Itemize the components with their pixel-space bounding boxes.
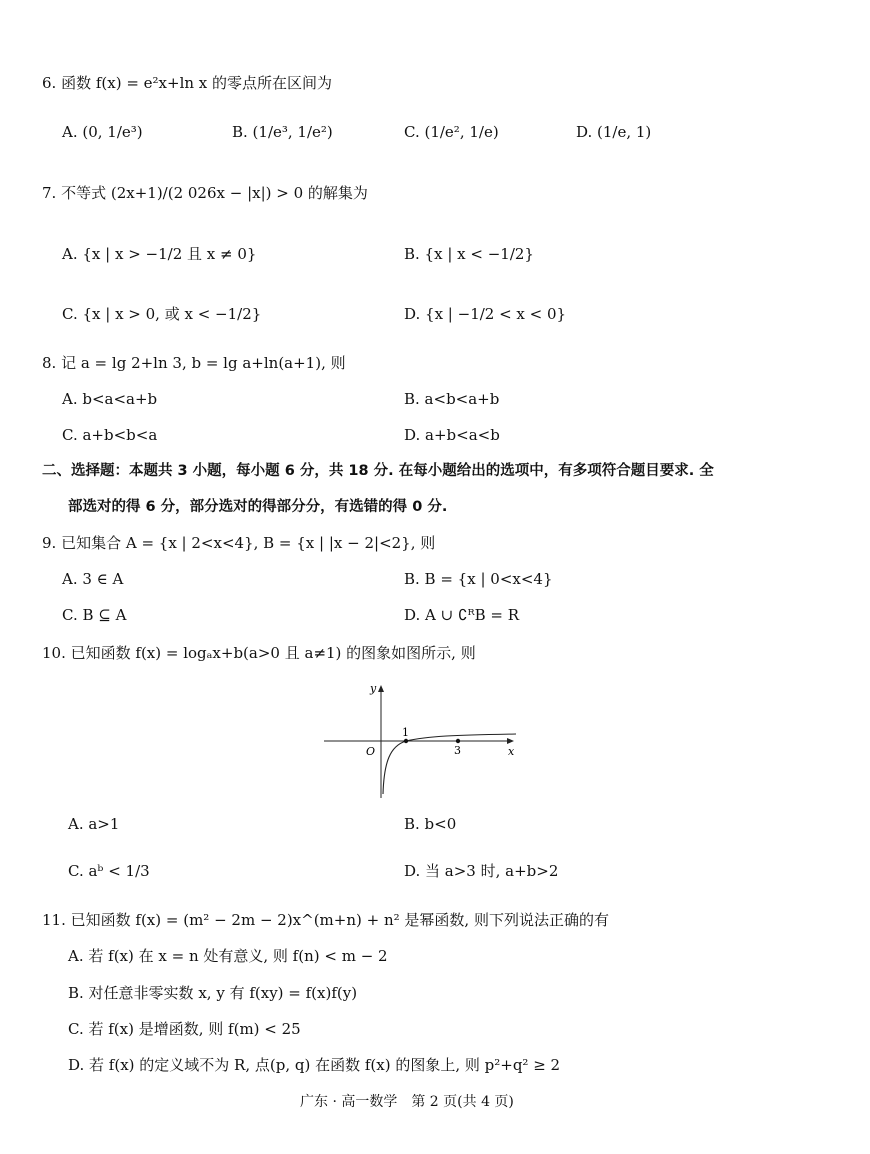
point-at-3 <box>456 739 460 743</box>
q7-stem: 7. 不等式 (2x+1)/(2 026x − |x|) > 0 的解集为 <box>42 184 368 202</box>
log-curve <box>383 734 516 794</box>
q6-option-a: A. (0, 1/e³) <box>62 123 143 141</box>
q6-option-c: C. (1/e², 1/e) <box>404 123 499 141</box>
origin-label: O <box>366 745 376 758</box>
y-axis-label: y <box>370 682 377 695</box>
q8-option-c: C. a+b<b<a <box>62 426 158 444</box>
y-axis-arrow <box>378 685 384 692</box>
q11-stem: 11. 已知函数 f(x) = (m² − 2m − 2)x^(m+n) + n² 是幂函数, 则下列说法正确的有 <box>42 911 609 929</box>
q9-option-c: C. B ⊆ A <box>62 606 127 624</box>
q8-option-a: A. b<a<a+b <box>62 390 158 408</box>
q7-option-d: D. {x | −1/2 < x < 0} <box>404 305 567 323</box>
q9-option-a: A. 3 ∈ A <box>62 570 124 588</box>
q10-option-d: D. 当 a>3 时, a+b>2 <box>404 862 559 880</box>
q11-option-c: C. 若 f(x) 是增函数, 则 f(m) < 25 <box>68 1020 301 1038</box>
point-label-1: 1 <box>402 726 409 739</box>
q10-graph <box>320 676 525 801</box>
q9-option-d: D. A ∪ ∁ᴿB = R <box>404 606 520 624</box>
x-axis-arrow <box>507 738 514 744</box>
q6-option-b: B. (1/e³, 1/e²) <box>232 123 333 141</box>
q7-option-b: B. {x | x < −1/2} <box>404 245 534 263</box>
q6-stem: 6. 函数 f(x) = e²x+ln x 的零点所在区间为 <box>42 74 333 92</box>
q7-option-a: A. {x | x > −1/2 且 x ≠ 0} <box>62 245 257 263</box>
q8-option-b: B. a<b<a+b <box>404 390 500 408</box>
q11-option-b: B. 对任意非零实数 x, y 有 f(xy) = f(x)f(y) <box>68 984 358 1002</box>
point-at-1 <box>404 739 408 743</box>
q6-option-d: D. (1/e, 1) <box>576 123 652 141</box>
q7-option-c: C. {x | x > 0, 或 x < −1/2} <box>62 305 262 323</box>
q11-option-a: A. 若 f(x) 在 x = n 处有意义, 则 f(n) < m − 2 <box>68 947 388 965</box>
page-footer: 广东 · 高一数学 第 2 页(共 4 页) <box>300 1094 514 1110</box>
q8-stem: 8. 记 a = lg 2+ln 3, b = lg a+ln(a+1), 则 <box>42 354 346 372</box>
q10-option-b: B. b<0 <box>404 815 457 833</box>
q9-option-b: B. B = {x | 0<x<4} <box>404 570 553 588</box>
q9-stem: 9. 已知集合 A = {x | 2<x<4}, B = {x | |x − 2|<2}, 则 <box>42 534 436 552</box>
point-label-3: 3 <box>454 744 461 757</box>
q10-option-c: C. aᵇ < 1/3 <box>68 862 150 880</box>
section2-heading-line2: 部选对的得 6 分，部分选对的得部分分，有选错的得 0 分. <box>68 499 448 515</box>
q10-stem: 10. 已知函数 f(x) = logₐx+b(a>0 且 a≠1) 的图象如图所示, 则 <box>42 644 476 662</box>
section2-heading-line1: 二、选择题：本题共 3 小题，每小题 6 分，共 18 分. 在每小题给出的选项中，有多项符合题目要求. 全 <box>42 463 714 479</box>
q10-option-a: A. a>1 <box>68 815 120 833</box>
q11-option-d: D. 若 f(x) 的定义域不为 R, 点(p, q) 在函数 f(x) 的图象上, 则 p²+q² ≥ 2 <box>68 1056 561 1074</box>
x-axis-label: x <box>508 745 515 758</box>
q8-option-d: D. a+b<a<b <box>404 426 500 444</box>
